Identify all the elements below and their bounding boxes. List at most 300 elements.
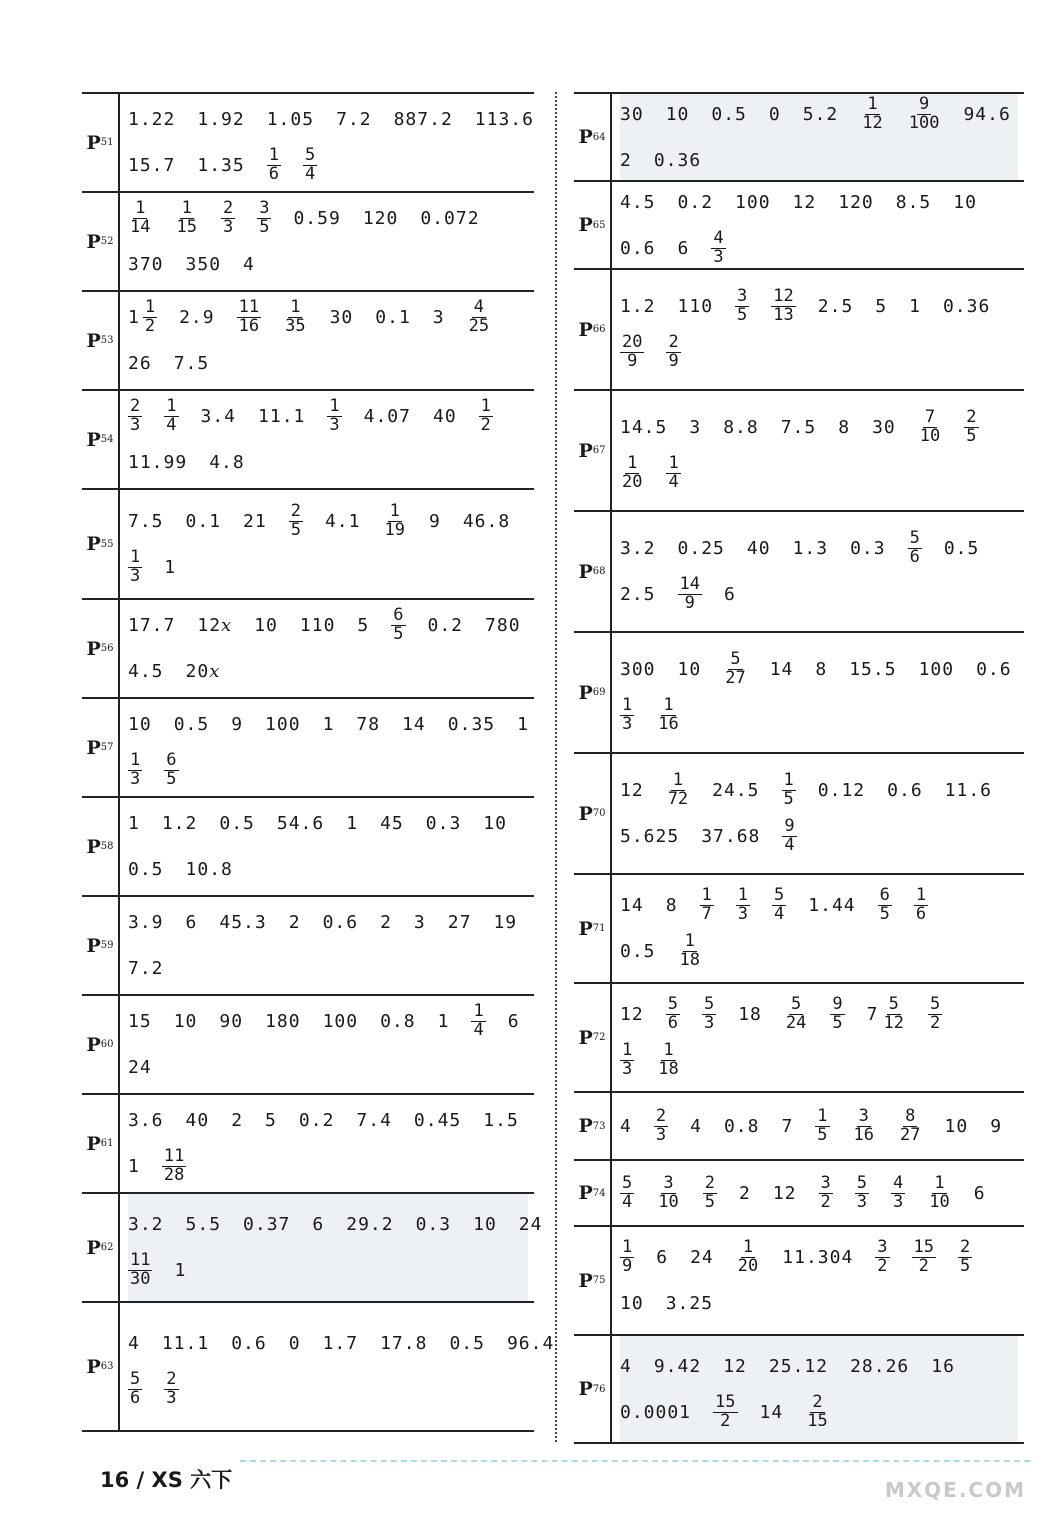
page-label: P 59	[82, 897, 120, 994]
fraction	[656, 697, 680, 734]
fraction	[237, 299, 261, 336]
fraction	[620, 455, 644, 492]
numerator: 1	[663, 1040, 674, 1061]
answer-value: 24	[128, 1057, 152, 1078]
fraction	[830, 996, 844, 1033]
answer-line	[128, 196, 528, 242]
numerator: 2	[166, 1369, 177, 1390]
fraction-value	[711, 227, 725, 267]
denominator: 5	[832, 1013, 843, 1033]
answer-value: 11.304	[782, 1247, 854, 1268]
answer-line	[128, 1098, 528, 1144]
fraction	[620, 1239, 634, 1276]
page-label: P 71	[574, 875, 612, 982]
answer-value: 1	[346, 813, 359, 834]
answer-value: 9	[428, 510, 441, 532]
answer-row-p75	[574, 1225, 1024, 1334]
answer-value: 45.3	[219, 912, 267, 933]
answer-value: 2	[738, 1182, 751, 1204]
answer-content	[128, 897, 528, 994]
denominator: 6	[268, 164, 279, 184]
answer-value: 4.8	[209, 452, 245, 473]
answer-value: 1	[517, 714, 529, 735]
answer-value: 15.5	[849, 659, 897, 680]
answer-line	[620, 929, 1018, 975]
answer-value: 19	[493, 912, 518, 933]
mixed-whole: 1	[128, 307, 140, 328]
answer-row-p62	[82, 1192, 543, 1301]
fraction	[723, 651, 747, 688]
numerator: 5	[856, 1172, 868, 1193]
fraction-value	[736, 1239, 760, 1276]
fraction-value	[128, 1252, 152, 1289]
answer-value: 300	[620, 659, 656, 680]
answer-line	[128, 242, 528, 288]
answer-line	[128, 900, 528, 946]
fraction	[620, 334, 644, 371]
answer-value: 24	[518, 1214, 543, 1235]
answer-row-p66	[574, 268, 1024, 389]
numerator: 7	[924, 407, 936, 428]
denominator: 10	[929, 1191, 950, 1212]
numerator: 5	[730, 649, 741, 670]
fraction	[891, 1172, 905, 1212]
answer-value: 110	[299, 615, 336, 636]
denominator: 20	[622, 472, 643, 492]
answer-line	[128, 341, 528, 387]
fraction-value	[878, 887, 892, 924]
answer-content	[128, 798, 528, 895]
fraction	[666, 334, 680, 371]
numerator: 1	[480, 396, 491, 417]
fraction	[327, 398, 341, 435]
answer-value: 3.9	[128, 912, 164, 933]
answer-value: 7.4	[356, 1110, 392, 1131]
answer-value: 1	[909, 296, 921, 317]
answer-value: 12	[620, 1004, 644, 1025]
numerator: 5	[667, 994, 678, 1015]
answer-content	[620, 270, 1018, 389]
fraction	[711, 227, 725, 267]
fraction-value	[860, 93, 884, 133]
answer-value: 2	[380, 912, 392, 933]
denominator: 3	[893, 1191, 904, 1212]
answer-value: 15.7	[128, 155, 176, 176]
answer-value: 14	[402, 714, 426, 735]
answer-line	[620, 1103, 1018, 1149]
answer-value: 0.36	[653, 149, 702, 171]
answer-row-p60	[82, 994, 534, 1093]
numerator: 1	[668, 453, 679, 474]
page-label: P 58	[82, 798, 120, 895]
answer-line	[128, 1144, 528, 1190]
numerator: 11	[238, 297, 260, 318]
fraction	[391, 607, 405, 644]
numerator: 3	[737, 286, 748, 307]
denominator: 3	[329, 415, 340, 435]
denominator: 15	[807, 1410, 828, 1431]
answer-value: 0.5	[449, 1333, 485, 1354]
answer-line	[128, 143, 528, 189]
page-number: 65	[592, 219, 606, 231]
column-divider	[555, 92, 557, 1442]
answer-content	[128, 600, 528, 697]
answer-value: 96.4	[506, 1333, 555, 1354]
fraction-value	[867, 996, 906, 1033]
fraction-value	[855, 1172, 869, 1212]
answer-value: 0.8	[723, 1115, 760, 1137]
fraction-value	[237, 299, 261, 336]
answer-row-p65	[574, 180, 1024, 268]
numerator: 5	[929, 994, 941, 1015]
fraction-value	[736, 887, 750, 924]
answer-line	[620, 572, 1018, 618]
denominator: 9	[622, 1256, 633, 1276]
fraction-value	[327, 398, 341, 435]
answer-value: 6	[656, 1247, 669, 1268]
denominator: 16	[658, 714, 679, 734]
answer-value: 0.45	[413, 1110, 462, 1131]
answer-value: 3	[689, 417, 702, 438]
numerator: 1	[742, 1237, 754, 1258]
numerator: 4	[893, 1172, 904, 1193]
answer-value: 11.6	[944, 780, 993, 801]
denominator: 9	[684, 593, 695, 613]
page-label: P 60	[82, 996, 120, 1093]
fraction-value	[771, 288, 795, 325]
answer-line	[620, 992, 1018, 1038]
fraction	[303, 147, 317, 184]
fraction-value	[666, 334, 680, 371]
answer-line	[620, 883, 1018, 929]
answer-value: 0.072	[420, 208, 480, 229]
fraction-value	[467, 299, 491, 336]
answer-value: 0.0001	[620, 1401, 692, 1423]
answer-table-left	[82, 92, 555, 1432]
fraction-value	[700, 887, 714, 924]
numerator: 12	[773, 286, 794, 307]
answer-value: 1.92	[197, 109, 245, 130]
fraction-value	[283, 299, 307, 336]
denominator: 3	[655, 1124, 667, 1145]
numerator: 1	[915, 885, 927, 906]
fraction	[678, 933, 702, 970]
denominator: 4	[166, 415, 177, 435]
fraction-value	[713, 1391, 737, 1431]
answer-row-p54	[82, 389, 534, 488]
answer-row-p64	[574, 92, 1024, 180]
numerator: 2	[290, 500, 301, 521]
variable-value: 12 x	[197, 615, 233, 636]
fraction	[620, 697, 634, 734]
answer-value: 7.5	[173, 353, 210, 374]
page-label: P 51	[82, 94, 120, 191]
page-number: 57	[100, 742, 114, 753]
fraction	[128, 752, 142, 789]
page-label: P 61	[82, 1095, 120, 1192]
numerator: 11	[130, 1250, 151, 1271]
denominator: 5	[737, 305, 748, 325]
answer-value: 4.5	[620, 191, 656, 213]
numerator: 15	[913, 1237, 935, 1258]
fraction-value	[912, 1239, 936, 1276]
answer-value: 16	[931, 1355, 955, 1377]
denominator: 3	[130, 565, 141, 586]
denominator: 6	[667, 1013, 678, 1033]
denominator: 15	[176, 217, 197, 237]
fraction-value	[620, 1172, 634, 1212]
fraction	[666, 996, 680, 1033]
denominator: 6	[909, 547, 920, 567]
fraction-value	[735, 288, 749, 325]
fraction	[666, 772, 690, 809]
fraction	[908, 530, 922, 567]
page-number: 62	[100, 1242, 114, 1253]
answer-value: 12	[620, 780, 644, 801]
answer-content	[620, 1093, 1018, 1159]
denominator: 3	[130, 415, 141, 435]
page-label: P 69	[574, 633, 612, 752]
answer-content	[620, 1161, 1018, 1225]
answer-value: 113.6	[474, 109, 534, 130]
numerator: 1	[181, 198, 192, 219]
answer-value: 14.5	[620, 417, 668, 438]
fraction	[914, 887, 928, 924]
answer-value: 17.7	[128, 615, 176, 636]
answer-content	[128, 1095, 528, 1192]
fraction-value	[958, 1239, 972, 1276]
answer-value: 0.59	[293, 208, 341, 229]
answer-value: 54.6	[276, 813, 325, 834]
page-number: 61	[100, 1138, 114, 1149]
page-label: P 55	[82, 490, 120, 598]
answer-value: 5.5	[185, 1214, 222, 1235]
denominator: 35	[285, 316, 306, 336]
answer-value: 40	[185, 1110, 210, 1131]
page-label: P 68	[574, 512, 612, 631]
fraction	[702, 996, 716, 1033]
fraction-value	[221, 200, 235, 237]
answer-value: 10	[677, 659, 702, 680]
fraction-value	[162, 1148, 186, 1185]
answer-row-p76	[574, 1334, 1024, 1444]
denominator: 5	[259, 217, 270, 237]
answer-value: 0.25	[677, 538, 725, 559]
fraction	[819, 1172, 833, 1212]
answer-line	[620, 137, 1018, 183]
answer-value: 7.2	[128, 958, 164, 979]
fraction	[736, 1239, 760, 1276]
answer-row-p53	[82, 290, 534, 389]
answer-line	[620, 647, 1018, 693]
numerator: 6	[879, 885, 890, 906]
answer-line	[620, 405, 1018, 451]
fraction	[964, 409, 978, 446]
answer-value: 0.6	[887, 780, 923, 801]
answer-value: 2.5	[817, 296, 854, 317]
answer-value: 1	[128, 1156, 140, 1177]
fraction	[164, 398, 178, 435]
fraction	[267, 147, 281, 184]
fraction	[143, 299, 157, 336]
fraction-value	[620, 455, 644, 492]
denominator: 27	[725, 668, 746, 688]
numerator: 3	[877, 1237, 888, 1258]
answer-value: 0.3	[850, 538, 886, 559]
fraction-value	[164, 398, 178, 435]
fraction	[656, 1042, 680, 1079]
denominator: 2	[480, 415, 491, 435]
numerator: 2	[655, 1105, 667, 1126]
denominator: 3	[703, 1013, 715, 1033]
denominator: 27	[900, 1124, 921, 1145]
denominator: 20	[737, 1256, 759, 1276]
numerator: 20	[622, 332, 643, 353]
fraction	[467, 299, 491, 336]
answer-line	[620, 1170, 1018, 1216]
fraction-value	[620, 1042, 634, 1079]
fraction-value	[620, 697, 634, 734]
answer-value: 8	[838, 417, 851, 438]
answer-line	[620, 225, 1018, 271]
answer-value: 0.5	[711, 103, 747, 125]
fraction-value	[164, 1371, 178, 1408]
answer-line	[620, 814, 1018, 860]
fraction-value	[303, 147, 317, 184]
answer-value: 1	[437, 1011, 450, 1032]
answer-line	[128, 649, 528, 695]
answer-value: 11.99	[128, 452, 188, 473]
fraction	[898, 1105, 922, 1145]
numerator: 1	[389, 500, 400, 521]
fraction-value	[702, 996, 716, 1033]
numerator: 1	[473, 1001, 484, 1022]
fraction-value	[656, 1042, 680, 1079]
fraction-value	[391, 607, 405, 644]
fraction-value	[128, 200, 152, 237]
fraction	[927, 1172, 951, 1212]
answer-value: 10	[665, 103, 690, 125]
answer-line	[620, 1343, 1018, 1389]
answer-value: 90	[219, 1011, 244, 1032]
numerator: 1	[130, 750, 141, 771]
fraction	[382, 500, 406, 540]
page-label: P 57	[82, 699, 120, 796]
page-number: 59	[100, 940, 114, 951]
answer-value: 10	[953, 191, 977, 213]
fraction-value	[907, 93, 942, 133]
numerator: 5	[622, 1172, 633, 1193]
numerator: 1	[663, 695, 674, 716]
fraction-value	[128, 1371, 142, 1408]
answer-value: 100	[918, 659, 955, 680]
fraction-value	[852, 1105, 876, 1145]
denominator: 3	[622, 1059, 633, 1079]
answer-row-p55	[82, 488, 534, 598]
fraction-value	[471, 1003, 485, 1040]
answer-line	[620, 526, 1018, 572]
denominator: 5	[879, 904, 890, 924]
page-number: 69	[592, 687, 606, 698]
fraction	[666, 455, 680, 492]
answer-row-p51	[82, 92, 534, 191]
fraction-value	[128, 546, 142, 586]
answer-value: 37.68	[701, 826, 761, 847]
answer-value: 30	[329, 307, 354, 328]
fraction	[479, 398, 493, 435]
answer-line	[128, 847, 528, 893]
answer-value: 10.8	[185, 859, 233, 880]
answer-value: 10	[620, 1293, 644, 1314]
denominator: 24	[785, 1013, 807, 1033]
answer-value: 8	[665, 895, 678, 916]
denominator: 28	[163, 1165, 185, 1185]
denominator: 5	[960, 1256, 971, 1276]
answer-value: 0.6	[231, 1333, 267, 1354]
answer-value: 7.5	[128, 510, 164, 532]
denominator: 3	[130, 769, 141, 789]
numerator: 2	[704, 1172, 715, 1193]
numerator: 1	[817, 1105, 828, 1126]
answer-content	[620, 1227, 1018, 1334]
answer-line	[128, 702, 528, 748]
fraction-value	[782, 818, 796, 855]
denominator: 12	[862, 112, 883, 133]
denominator: 16	[853, 1124, 875, 1145]
fraction-value	[382, 500, 406, 540]
denominator: 6	[915, 904, 927, 924]
page-number: 70	[592, 808, 606, 819]
fraction-value	[678, 576, 702, 613]
numerator: 1	[268, 145, 279, 166]
answer-content	[128, 94, 534, 191]
answer-value: 1.35	[197, 155, 245, 176]
answer-line	[128, 603, 528, 649]
fraction-value	[927, 1172, 951, 1212]
numerator: 5	[888, 994, 899, 1015]
answer-line	[620, 1038, 1018, 1084]
answer-row-p74	[574, 1159, 1024, 1225]
answer-row-p72	[574, 982, 1024, 1091]
answer-value: 6	[507, 1011, 520, 1032]
answer-value: 15	[128, 1011, 152, 1032]
numerator: 6	[393, 605, 404, 626]
answer-value: 0.5	[620, 941, 656, 962]
answer-value: 40	[432, 406, 457, 427]
denominator: 9	[668, 351, 679, 371]
answer-value: 6	[185, 912, 198, 933]
fraction-value	[267, 147, 281, 184]
answer-value: 14	[759, 1401, 784, 1423]
denominator: 10	[919, 426, 941, 446]
fraction	[805, 1391, 829, 1431]
page-footer: 16 / XS 六下	[100, 1468, 233, 1492]
answer-value: 6	[973, 1182, 986, 1204]
answer-line	[128, 1321, 555, 1367]
fraction	[620, 1042, 634, 1079]
page-number: 51	[100, 137, 114, 148]
answer-content	[620, 182, 1018, 268]
fraction	[918, 409, 942, 446]
fraction-value	[656, 697, 680, 734]
numerator: 2	[812, 1391, 823, 1412]
answer-line	[128, 946, 528, 992]
answer-row-p61	[82, 1093, 534, 1192]
answer-line	[128, 498, 528, 544]
fraction-value	[898, 1105, 922, 1145]
denominator: 14	[130, 217, 151, 237]
answer-content	[620, 984, 1018, 1091]
